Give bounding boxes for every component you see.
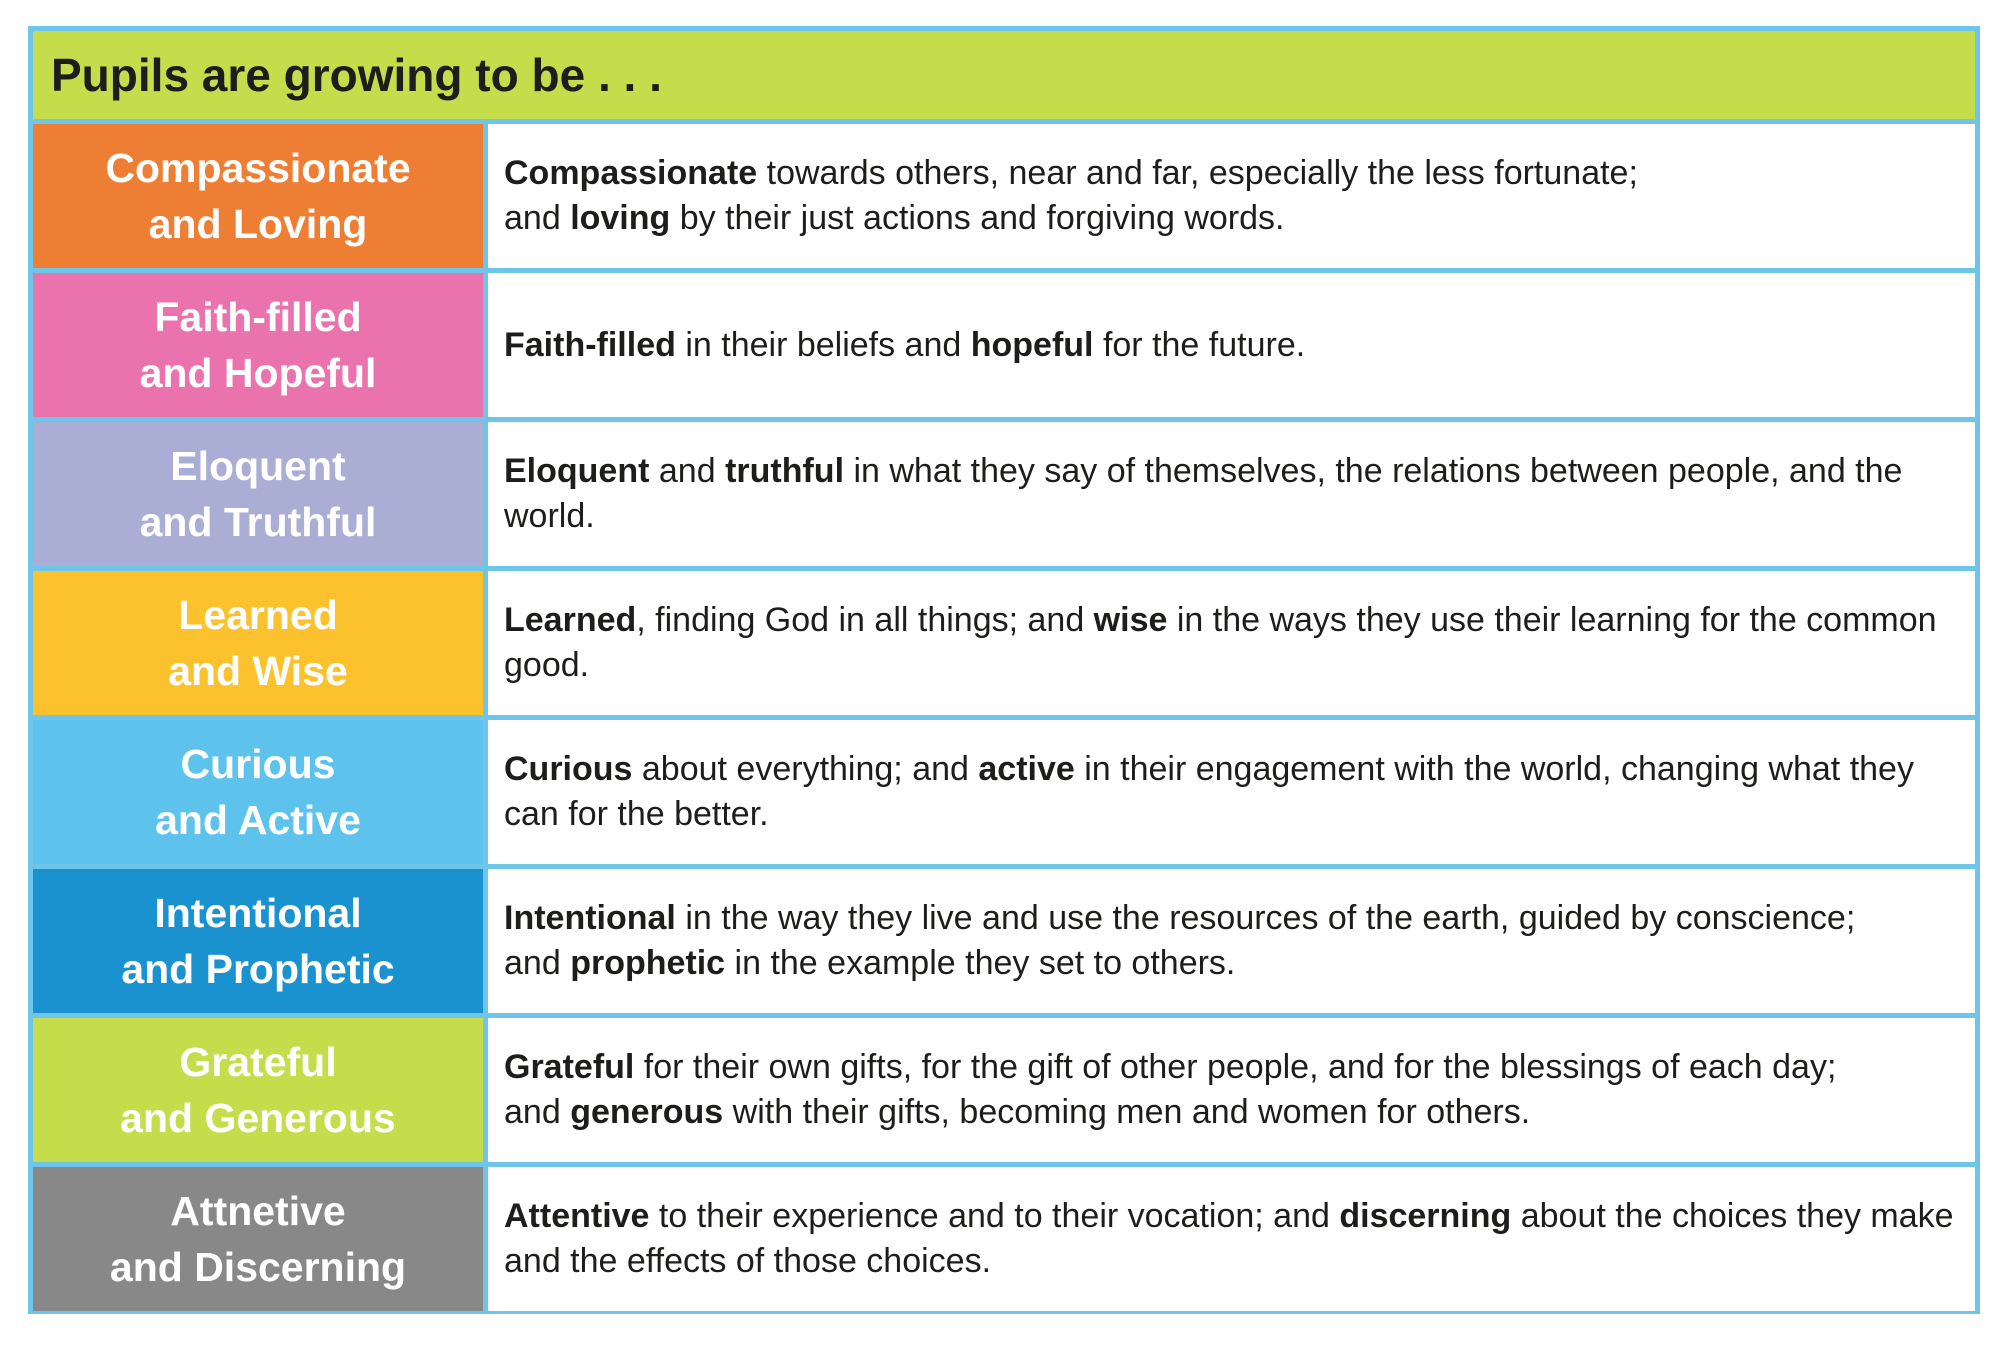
value-label-line1: Learned: [178, 592, 338, 638]
table-row: [33, 422, 1975, 566]
value-label-line2: and Discerning: [109, 1244, 407, 1290]
value-label-line2: and Wise: [168, 648, 348, 694]
table-row: [33, 571, 1975, 715]
description-text: and: [649, 452, 726, 490]
description-text: towards others, near and far, especially the less fortunate;: [757, 154, 1638, 192]
value-label-line2: and Loving: [148, 201, 368, 247]
value-description-cell: [488, 124, 1975, 268]
value-label-cell: [33, 273, 483, 417]
description-keyword: Grateful: [504, 1048, 635, 1086]
description-keyword: Attentive: [504, 1197, 650, 1235]
value-label-line1: Faith-filled: [154, 294, 362, 340]
value-label: [105, 140, 410, 252]
value-description: [504, 151, 1638, 241]
value-label: [121, 885, 394, 997]
description-text: about the choices they make and the effects of those choices.: [504, 1197, 1954, 1280]
description-text: about everything; and: [632, 750, 979, 788]
table-row: [33, 1018, 1975, 1162]
value-description-cell: [488, 273, 1975, 417]
description-text: in the example they set to others.: [725, 944, 1236, 982]
value-label-line1: Intentional: [154, 890, 362, 936]
description-keyword: Eloquent: [504, 452, 650, 490]
description-keyword: Compassionate: [504, 154, 758, 192]
description-keyword: hopeful: [970, 325, 1094, 364]
value-label-line2: and Active: [155, 797, 361, 843]
value-label-line1: Curious: [180, 741, 336, 787]
description-text: in their beliefs and: [675, 325, 971, 364]
table-row: [33, 869, 1975, 1013]
value-description-cell: [488, 720, 1975, 864]
value-description-cell: [488, 1167, 1975, 1311]
value-label: [140, 289, 377, 401]
description-text: , finding God in all things; and: [636, 601, 1094, 639]
value-label-cell: [33, 869, 483, 1013]
value-description: [504, 1194, 1961, 1284]
description-text: for their own gifts, for the gift of other people, and for the blessings of each day;: [634, 1048, 1837, 1086]
value-label-cell: [33, 1167, 483, 1311]
description-keyword: discerning: [1339, 1197, 1512, 1235]
value-label-line1: Attnetive: [170, 1188, 346, 1234]
description-keyword: active: [978, 750, 1075, 788]
table-body: [33, 124, 1975, 1311]
description-keyword: Intentional: [504, 899, 676, 937]
value-label-line2: and Truthful: [139, 499, 377, 545]
value-description-cell: [488, 869, 1975, 1013]
value-description-cell: [488, 1018, 1975, 1162]
values-table: [28, 26, 1980, 1314]
value-description: [504, 747, 1961, 837]
value-label-line2: and Prophetic: [121, 946, 395, 992]
description-text: in their engagement with the world, changing what they can for the better.: [504, 750, 1914, 833]
value-label-cell: [33, 422, 483, 566]
description-text: in the way they live and use the resources of the earth, guided by conscience;: [675, 899, 1856, 937]
value-description-cell: [488, 571, 1975, 715]
value-label: [155, 736, 361, 848]
value-label: [168, 587, 348, 699]
value-description: [504, 896, 1855, 986]
description-text: to their experience and to their vocation; and: [649, 1197, 1340, 1235]
value-label: [110, 1183, 406, 1295]
value-label-cell: [33, 720, 483, 864]
description-text: in what they say of themselves, the relations between people, and the world.: [504, 452, 1903, 535]
description-keyword: prophetic: [570, 944, 726, 982]
description-text: for the future.: [1093, 325, 1306, 364]
value-description: [504, 1045, 1836, 1135]
description-keyword: wise: [1093, 601, 1168, 639]
value-label-line2: and Generous: [120, 1095, 396, 1141]
value-description: [504, 598, 1961, 688]
description-keyword: truthful: [725, 452, 845, 490]
value-label: [120, 1034, 396, 1146]
value-label-line1: Compassionate: [105, 145, 411, 191]
description-keyword: Learned: [504, 601, 637, 639]
value-description-cell: [488, 422, 1975, 566]
value-label-cell: [33, 124, 483, 268]
table-row: [33, 1167, 1975, 1311]
description-text: by their just actions and forgiving words.: [670, 199, 1285, 237]
value-description: [504, 449, 1961, 539]
value-label-cell: [33, 571, 483, 715]
description-text: with their gifts, becoming men and women for others.: [723, 1093, 1531, 1131]
value-label: [140, 438, 377, 550]
description-keyword: Curious: [504, 750, 633, 788]
table-header: [33, 31, 1975, 119]
table-row: [33, 720, 1975, 864]
value-label-cell: [33, 1018, 483, 1162]
description-text: and: [504, 199, 571, 237]
description-text: and: [504, 944, 571, 982]
value-description: [504, 323, 1305, 368]
description-keyword: loving: [570, 199, 671, 237]
description-keyword: Faith-filled: [504, 325, 676, 364]
table-row: [33, 273, 1975, 417]
description-text: in the ways they use their learning for the common good.: [504, 601, 1937, 684]
table-row: [33, 124, 1975, 268]
description-text: and: [504, 1093, 571, 1131]
value-label-line1: Eloquent: [170, 443, 346, 489]
description-keyword: generous: [570, 1093, 724, 1131]
page-title: Pupils are growing to be . . .: [51, 49, 662, 101]
value-label-line1: Grateful: [179, 1039, 337, 1085]
value-label-line2: and Hopeful: [139, 350, 377, 396]
